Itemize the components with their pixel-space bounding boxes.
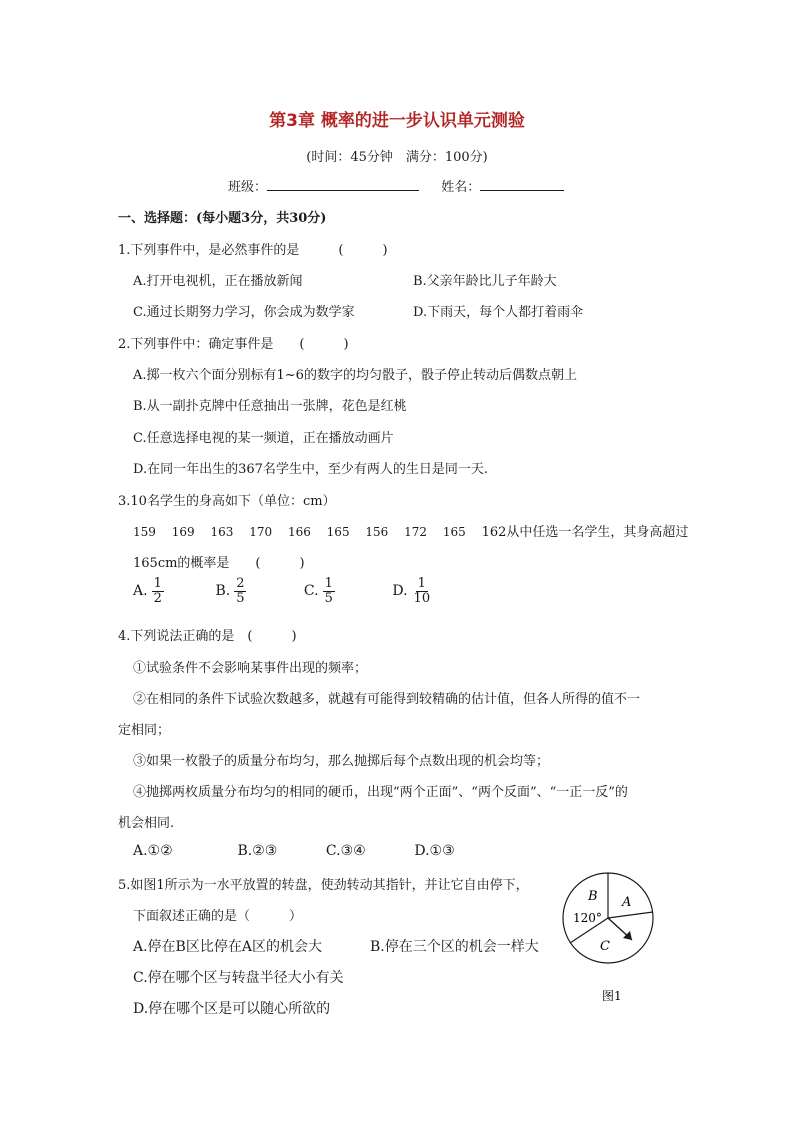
sector-label-a: A <box>622 895 632 910</box>
q4-option-c: C.③④ <box>325 843 366 859</box>
exam-info: (时间：45分钟 满分：100分) <box>306 150 488 165</box>
section-heading: 一、选择题：(每小题3分，共30分) <box>118 211 327 226</box>
q4-statement-4-cont: 机会相同. <box>118 816 175 831</box>
q3-stem: 3.10名学生的身高如下（单位：cm） <box>118 494 336 509</box>
q5-option-a: A.停在B区比停在A区的机会大 <box>133 939 322 955</box>
q2-option-b: B.从一副扑克牌中任意抽出一张牌，花色是红桃 <box>133 399 407 414</box>
class-label: 班级： <box>228 180 268 195</box>
q5-option-b: B.停在三个区的机会一样大 <box>370 939 539 955</box>
page-title: 第3章 概率的进一步认识单元测验 <box>269 111 525 131</box>
q4-statement-3: ③如果一枚骰子的质量分布均匀，那么抛掷后每个点数出现的机会均等； <box>133 754 550 769</box>
sector-label-b: B <box>588 889 598 904</box>
q1-option-d: D.下雨天，每个人都打着雨伞 <box>413 305 584 320</box>
height-value: 170 <box>249 525 273 539</box>
q4-options <box>133 843 494 859</box>
q2-option-d: D.在同一年出生的367名学生中，至少有两人的生日是同一天. <box>133 462 489 477</box>
angle-label: 120° <box>573 911 602 925</box>
q3-option-c: C. $\frac{1}{5}$ <box>303 576 333 606</box>
q1-option-c: C.通过长期努力学习，你会成为数学家 <box>133 305 355 320</box>
height-value: 165 <box>442 525 466 539</box>
q4-option-d: D.①③ <box>414 843 455 859</box>
q3-heights-row <box>133 521 700 540</box>
student-info-row <box>228 176 564 195</box>
q4-statement-1: ①试验条件不会影响某事件出现的频率； <box>133 661 368 676</box>
q3-heights-tail: 162从中任选一名学生，其身高超过 <box>481 525 689 540</box>
q3-line3: 165cm的概率是 ( ) <box>133 556 305 571</box>
q4-statement-4: ④抛掷两枚质量分布均匀的相同的硬币，出现“两个正面”、“两个反面”、“一正一反”的 <box>133 785 628 800</box>
q1-option-b: B.父亲年龄比儿子年龄大 <box>413 274 557 289</box>
q5-option-c: C.停在哪个区与转盘半径大小有关 <box>133 970 344 986</box>
height-value: 166 <box>287 525 311 539</box>
q3-option-d: D. $\frac{1}{10}$ <box>392 576 431 606</box>
q2-stem: 2.下列事件中：确定事件是 ( ) <box>118 337 349 352</box>
height-value: 172 <box>404 525 428 539</box>
name-label: 姓名： <box>441 180 481 195</box>
q1-option-a: A.打开电视机，正在播放新闻 <box>133 274 303 289</box>
q4-option-b: B.②③ <box>237 843 278 859</box>
height-value: 165 <box>326 525 350 539</box>
q1-stem: 1.下列事件中，是必然事件的是 ( ) <box>118 243 388 258</box>
height-value: 169 <box>171 525 195 539</box>
figure-caption: 图1 <box>602 989 622 1003</box>
q4-option-a: A.①② <box>133 843 173 859</box>
height-value: 163 <box>210 525 234 539</box>
q5-stem: 5.如图1所示为一水平放置的转盘，使劲转动其指针，并让它自由停下， <box>118 878 529 893</box>
q5-stem-2: 下面叙述正确的是（ ） <box>133 909 303 924</box>
name-blank[interactable] <box>480 176 564 191</box>
q5-option-d: D.停在哪个区是可以随心所欲的 <box>133 1001 331 1017</box>
q2-option-c: C.任意选择电视的某一频道，正在播放动画片 <box>133 431 394 446</box>
q4-statement-2-cont: 定相同； <box>118 723 171 738</box>
spinner-figure <box>560 868 660 1018</box>
q3-option-a: A. $\frac{1}{2}$ <box>133 576 162 606</box>
height-value: 159 <box>133 525 156 539</box>
q4-statement-2: ②在相同的条件下试验次数越多，就越有可能得到较精确的估计值，但各人所得的值不一 <box>133 692 641 707</box>
class-blank[interactable] <box>267 176 419 191</box>
sector-label-c: C <box>600 939 610 954</box>
q2-option-a: A.掷一枚六个面分别标有1~6的数字的均匀骰子，骰子停止转动后偶数点朝上 <box>133 368 577 383</box>
spinner-divider <box>608 912 653 918</box>
height-value: 156 <box>365 525 389 539</box>
q4-stem: 4.下列说法正确的是 ( ) <box>118 629 297 644</box>
q3-option-b: B. $\frac{2}{5}$ <box>215 576 245 606</box>
q3-options <box>133 577 472 605</box>
